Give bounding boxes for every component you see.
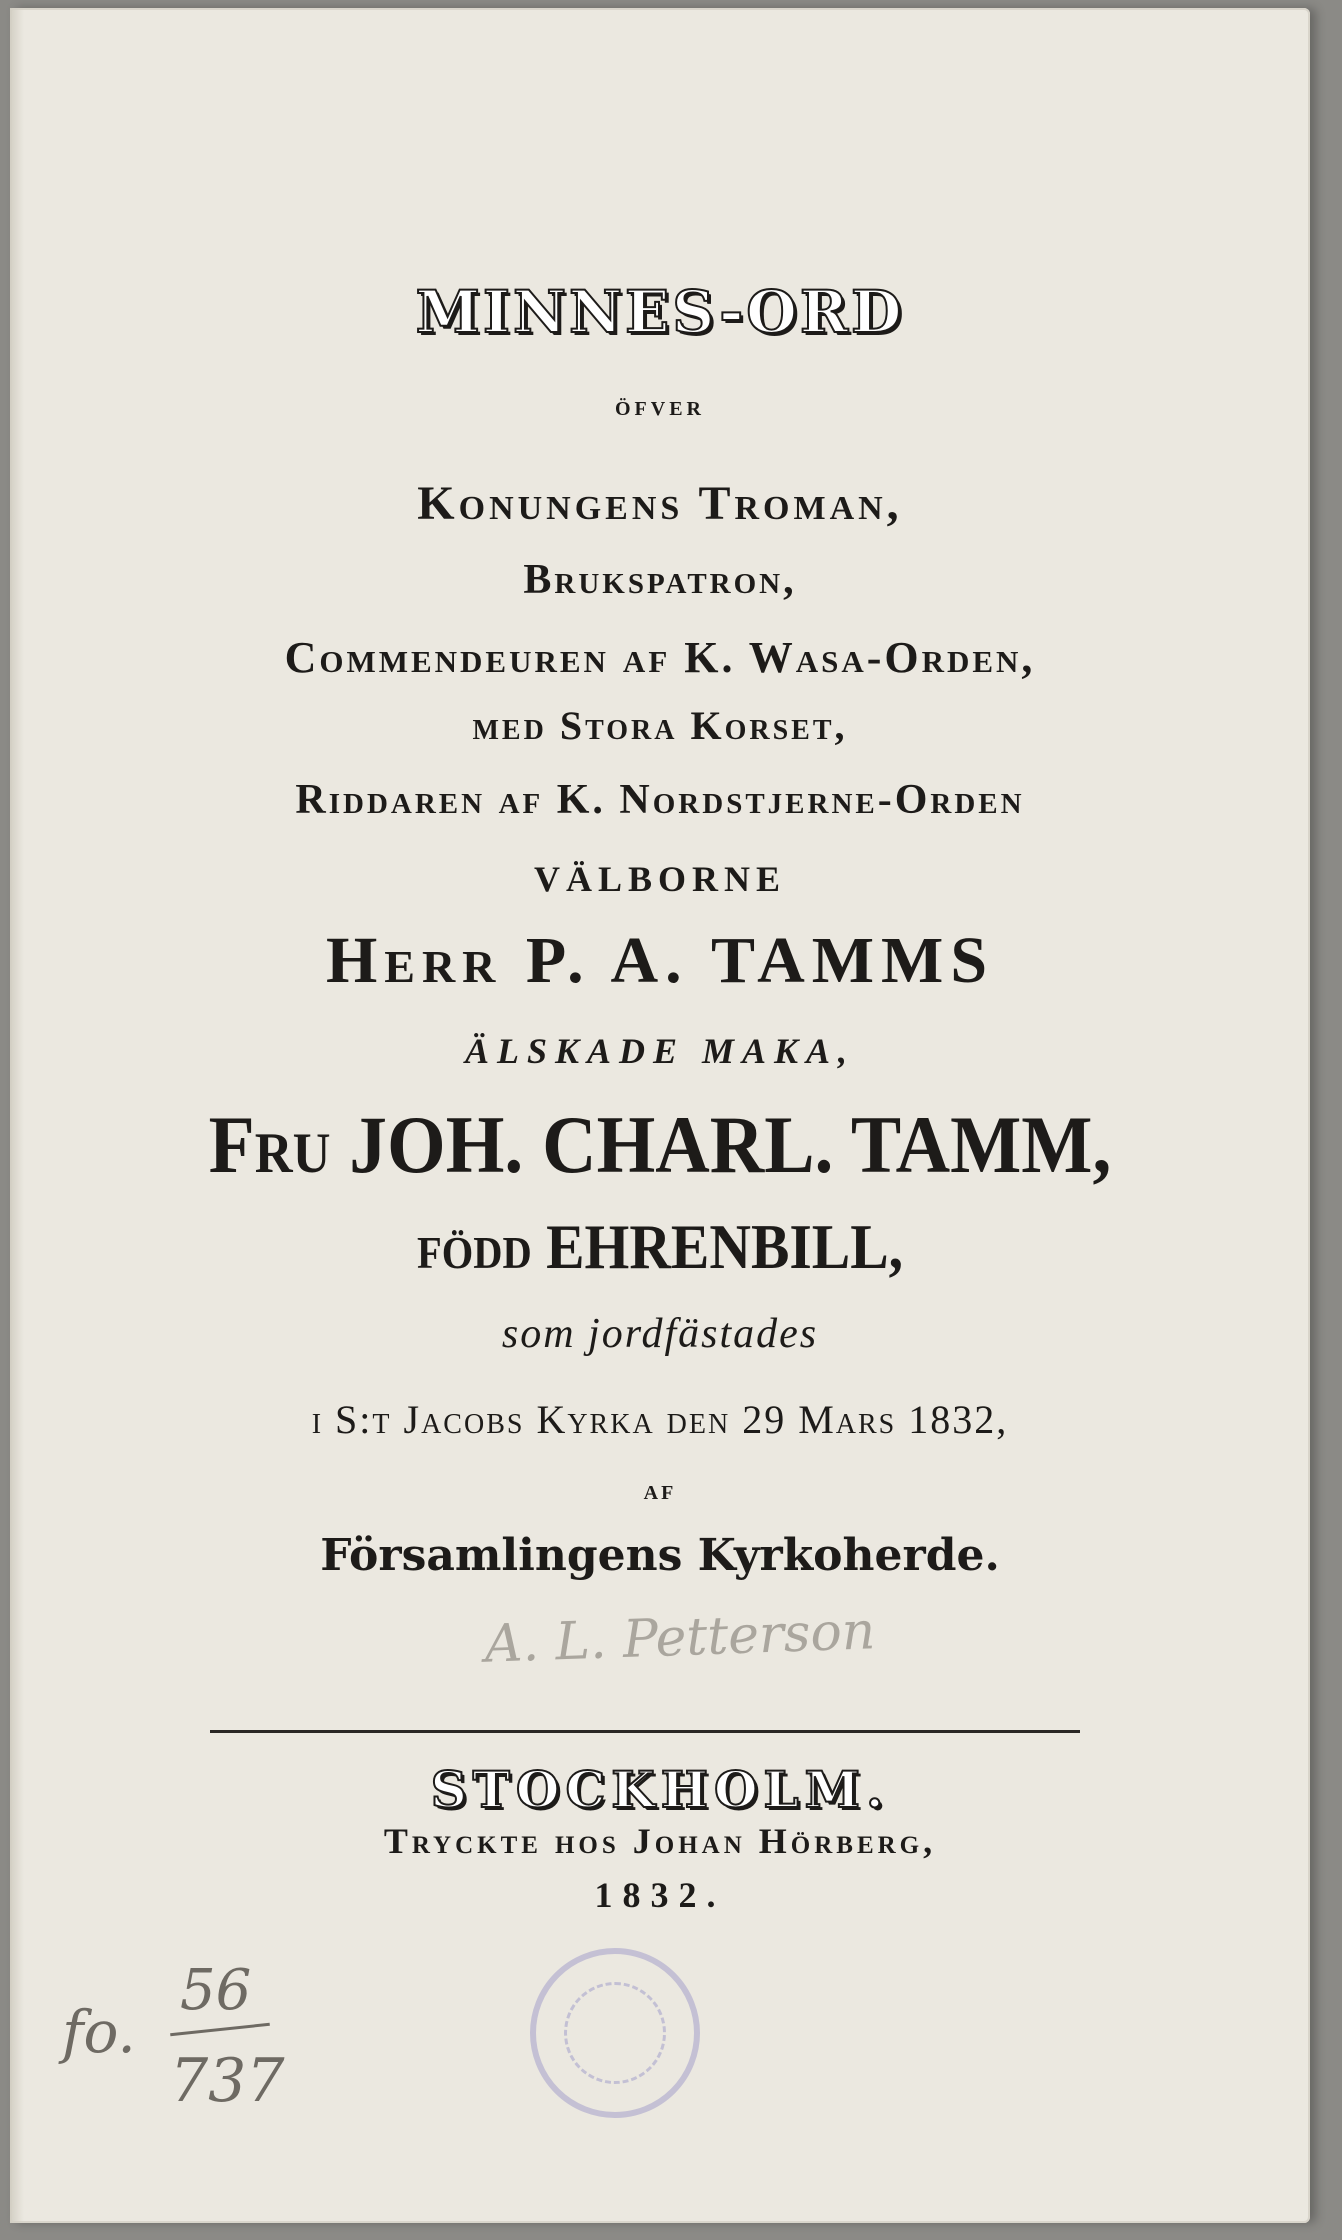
line-troman: Konungens Troman, <box>417 477 903 530</box>
line-forsamlingens: Församlingens Kyrkoherde. <box>320 1530 1000 1581</box>
handwritten-signature: A. L. Petterson <box>483 1601 877 1675</box>
line-fru: Fru JOH. CHARL. TAMM, <box>208 1099 1112 1190</box>
line-fodd: född EHRENBILL, <box>416 1211 904 1282</box>
line-brukspatron: Brukspatron, <box>523 557 797 603</box>
line-stora-korset: med Stora Korset, <box>472 703 848 748</box>
line-herr: Herr P. A. TAMMS <box>325 924 995 997</box>
line-commendeuren: Commendeuren af K. Wasa-Orden, <box>284 633 1036 682</box>
shelf-mark-bottom: 737 <box>170 2046 285 2116</box>
line-kyrka: i S:t Jacobs Kyrka den 29 Mars 1832, <box>311 1397 1009 1442</box>
imprint-year: 1832. <box>594 1875 726 1915</box>
document-heading: MINNES-ORD <box>415 278 905 346</box>
line-af: AF <box>643 1482 677 1504</box>
line-over: ÖFVER <box>615 398 705 420</box>
line-alskade: ÄLSKADE MAKA, <box>464 1031 856 1071</box>
title-page <box>10 8 1310 2223</box>
imprint-printer: Tryckte hos Johan Hörberg, <box>383 1821 937 1861</box>
line-valborne: VÄLBORNE <box>533 859 787 899</box>
line-jordfastades: som jordfästades <box>501 1311 819 1357</box>
library-stamp <box>530 1948 700 2118</box>
divider-rule <box>210 1730 1080 1733</box>
imprint-place: STOCKHOLM. <box>430 1760 890 1819</box>
shelf-mark-prefix: fo. <box>62 1998 136 2066</box>
shelf-mark-fraction-line <box>170 2023 270 2036</box>
line-riddaren: Riddaren af K. Nordstjerne-Orden <box>295 777 1025 823</box>
shelf-mark-top: 56 <box>180 1958 252 2023</box>
